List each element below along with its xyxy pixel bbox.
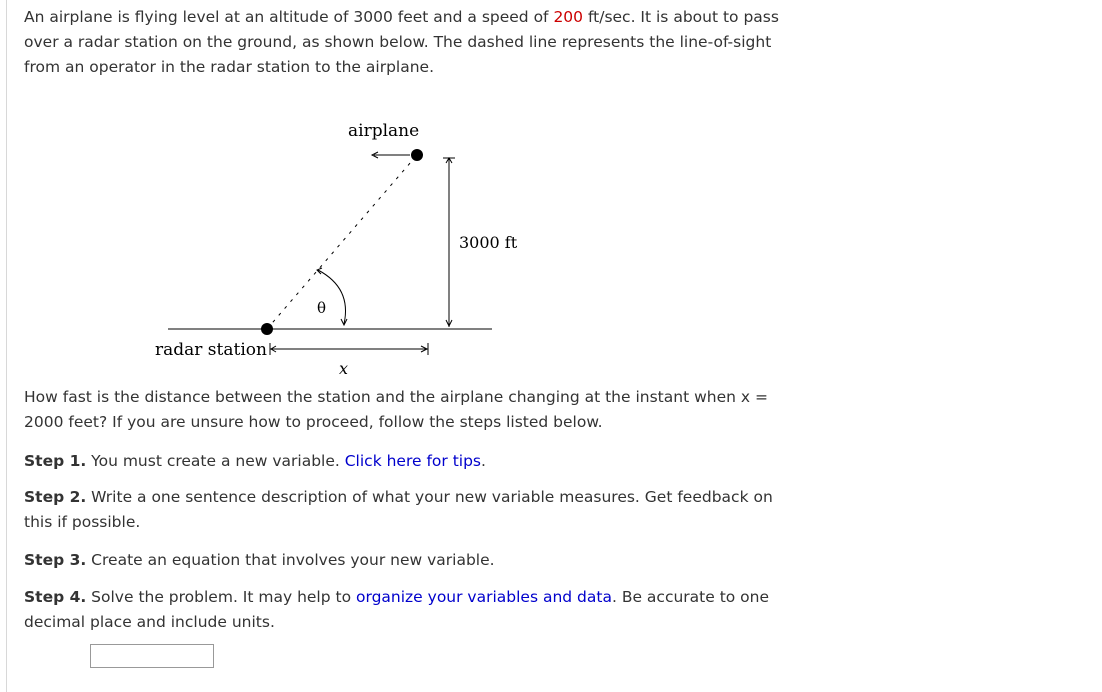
x-label: x bbox=[339, 359, 349, 378]
answer-input[interactable] bbox=[90, 644, 214, 668]
question-text bbox=[24, 385, 784, 435]
radar-station-label: radar station bbox=[155, 340, 267, 360]
step-4 bbox=[24, 585, 784, 635]
problem-intro: An airplane is flying level at an altitude of 3000 feet and a speed of bbox=[24, 8, 554, 26]
step-4-end: . Be accurate to one decimal place and include units. bbox=[24, 588, 770, 631]
step-1-end: . bbox=[481, 452, 486, 470]
question-var: x bbox=[740, 388, 751, 406]
speed-value: 200 bbox=[553, 8, 584, 26]
question-line1: How fast is the distance between the station and the airplane changing at the instant when bbox=[24, 388, 736, 406]
angle-label: θ bbox=[317, 299, 327, 317]
step-1-text: You must create a new variable. bbox=[86, 452, 345, 470]
step-2-text: Write a one sentence description of what your new variable measures. Get feedback on this if possible. bbox=[24, 488, 773, 531]
question-line2: = 2000 feet? If you are unsure how to proceed, follow the steps listed below. bbox=[24, 388, 768, 431]
step-4-text: Solve the problem. It may help to bbox=[86, 588, 356, 606]
step-3-text: Create an equation that involves your new variable. bbox=[86, 551, 495, 569]
airplane-label: airplane bbox=[348, 121, 420, 141]
step-3 bbox=[24, 548, 784, 573]
organize-link[interactable]: organize your variables and data bbox=[356, 588, 612, 606]
step-1 bbox=[24, 449, 784, 474]
line-of-sight bbox=[267, 155, 417, 329]
tips-link[interactable]: Click here for tips bbox=[344, 452, 481, 470]
altitude-label: 3000 ft bbox=[459, 233, 518, 252]
step-2-label: Step 2. bbox=[24, 488, 87, 506]
step-4-label: Step 4. bbox=[24, 588, 87, 606]
step-2 bbox=[24, 485, 784, 535]
problem-intro-cont: ft/sec. It is about to pass over a radar station on the ground, as shown below. The dashed line represents the line-of-sight from an operator in the radar station to the airplane. bbox=[24, 8, 779, 76]
step-1-label: Step 1. bbox=[24, 452, 87, 470]
step-3-label: Step 3. bbox=[24, 551, 87, 569]
